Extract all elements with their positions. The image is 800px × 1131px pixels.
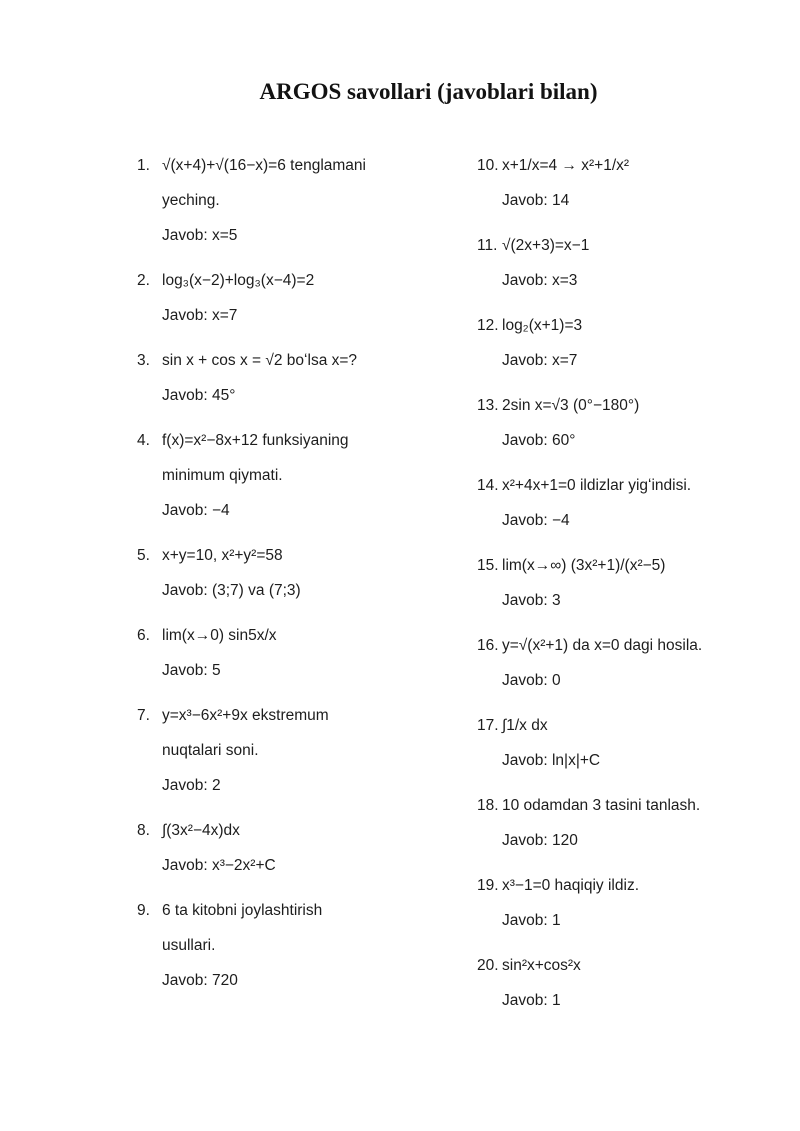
question-line (137, 618, 477, 653)
question-item (137, 893, 477, 998)
question-text: y=x³−6x²+9x ekstremum (162, 707, 329, 724)
question-item (477, 228, 720, 298)
question-number: 9. (137, 902, 150, 919)
answer-line: Javob: x=5 (162, 227, 238, 244)
question-text: log₂(x+1)=3 (502, 317, 583, 334)
question-number: 4. (137, 432, 150, 449)
question-number: 5. (137, 547, 150, 564)
answer-line: Javob: 1 (502, 912, 561, 929)
answer-line: Javob: 720 (162, 972, 238, 989)
question-item (477, 468, 720, 538)
question-text: x+1/x=4 → x²+1/x² (502, 157, 630, 174)
question-number: 13. (477, 397, 499, 414)
question-text: 10 odamdan 3 tasini tanlash. (502, 797, 701, 814)
question-text: x+y=10, x²+y²=58 (162, 547, 283, 564)
answer-line: Javob: x³−2x²+C (162, 857, 276, 874)
question-item (137, 148, 477, 253)
question-number: 10. (477, 157, 499, 174)
question-item (137, 813, 477, 883)
question-item (477, 868, 720, 938)
answer-line: Javob: −4 (162, 502, 230, 519)
question-line (477, 548, 720, 583)
answer-line: Javob: −4 (502, 512, 570, 529)
answer-line: Javob: (3;7) va (7;3) (162, 582, 301, 599)
question-number: 17. (477, 717, 499, 734)
question-line (477, 388, 720, 423)
question-item (137, 618, 477, 688)
question-line (477, 468, 720, 503)
question-line (137, 423, 477, 458)
answer-line: Javob: ln|x|+C (502, 752, 601, 769)
question-number: 3. (137, 352, 150, 369)
question-line-continued: usullari. (162, 937, 216, 954)
answer-line: Javob: x=3 (502, 272, 578, 289)
question-line (137, 148, 477, 183)
document-page (137, 0, 720, 1028)
question-line (137, 538, 477, 573)
question-line-continued: yeching. (162, 192, 220, 209)
question-line-continued: nuqtalari soni. (162, 742, 259, 759)
question-number: 12. (477, 317, 499, 334)
question-line (137, 698, 477, 733)
questions-column-right (477, 148, 720, 1028)
question-item (477, 388, 720, 458)
question-line (477, 788, 720, 823)
answer-line: Javob: 0 (502, 672, 561, 689)
question-line-continued: minimum qiymati. (162, 467, 283, 484)
question-line (477, 308, 720, 343)
question-item (137, 423, 477, 528)
question-text: ∫(3x²−4x)dx (162, 822, 240, 839)
answer-line: Javob: 14 (502, 192, 570, 209)
question-number: 18. (477, 797, 499, 814)
answer-line: Javob: 120 (502, 832, 578, 849)
question-item (477, 308, 720, 378)
question-item (477, 948, 720, 1018)
questions-column-left (137, 148, 477, 1028)
question-line (477, 868, 720, 903)
question-number: 16. (477, 637, 499, 654)
question-number: 6. (137, 627, 150, 644)
question-item (477, 548, 720, 618)
question-text: √(x+4)+√(16−x)=6 tenglamani (162, 157, 366, 174)
answer-line: Javob: 1 (502, 992, 561, 1009)
question-number: 20. (477, 957, 499, 974)
question-line (137, 263, 477, 298)
question-number: 1. (137, 157, 150, 174)
page-title: ARGOS savollari (javoblari bilan) (259, 79, 598, 104)
question-item (137, 263, 477, 333)
question-text: y=√(x²+1) da x=0 dagi hosila. (502, 637, 703, 654)
question-line (477, 708, 720, 743)
question-item (477, 628, 720, 698)
question-text: sin²x+cos²x (502, 957, 581, 974)
answer-line: Javob: 60° (502, 432, 576, 449)
question-item (477, 788, 720, 858)
question-number: 19. (477, 877, 499, 894)
question-number: 2. (137, 272, 150, 289)
question-item (137, 698, 477, 803)
question-text: x²+4x+1=0 ildizlar yigʻindisi. (502, 477, 692, 494)
question-item (137, 538, 477, 608)
question-line (477, 948, 720, 983)
answer-line: Javob: x=7 (502, 352, 578, 369)
question-number: 7. (137, 707, 150, 724)
answer-line: Javob: 3 (502, 592, 561, 609)
question-number: 11. (477, 237, 498, 254)
question-text: f(x)=x²−8x+12 funksiyaning (162, 432, 349, 449)
question-line (137, 343, 477, 378)
question-item (477, 148, 720, 218)
question-number: 14. (477, 477, 499, 494)
question-text: √(2x+3)=x−1 (502, 237, 590, 254)
question-line (137, 893, 477, 928)
question-number: 8. (137, 822, 150, 839)
question-text: ∫1/x dx (502, 717, 548, 734)
question-number: 15. (477, 557, 499, 574)
answer-line: Javob: x=7 (162, 307, 238, 324)
question-line (477, 628, 720, 663)
answer-line: Javob: 2 (162, 777, 221, 794)
answer-line: Javob: 5 (162, 662, 221, 679)
question-text: x³−1=0 haqiqiy ildiz. (502, 877, 639, 894)
question-text: 6 ta kitobni joylashtirish (162, 902, 323, 919)
question-text: lim(x→∞) (3x²+1)/(x²−5) (502, 557, 666, 574)
question-text: log₃(x−2)+log₃(x−4)=2 (162, 272, 315, 289)
question-text: sin x + cos x = √2 boʻlsa x=? (162, 352, 358, 369)
questions-columns (137, 148, 720, 1028)
question-text: lim(x→0) sin5x/x (162, 627, 277, 644)
question-line (477, 148, 720, 183)
question-item (477, 708, 720, 778)
question-line (477, 228, 720, 263)
answer-line: Javob: 45° (162, 387, 236, 404)
question-item (137, 343, 477, 413)
question-line (137, 813, 477, 848)
question-text: 2sin x=√3 (0°−180°) (502, 397, 640, 414)
